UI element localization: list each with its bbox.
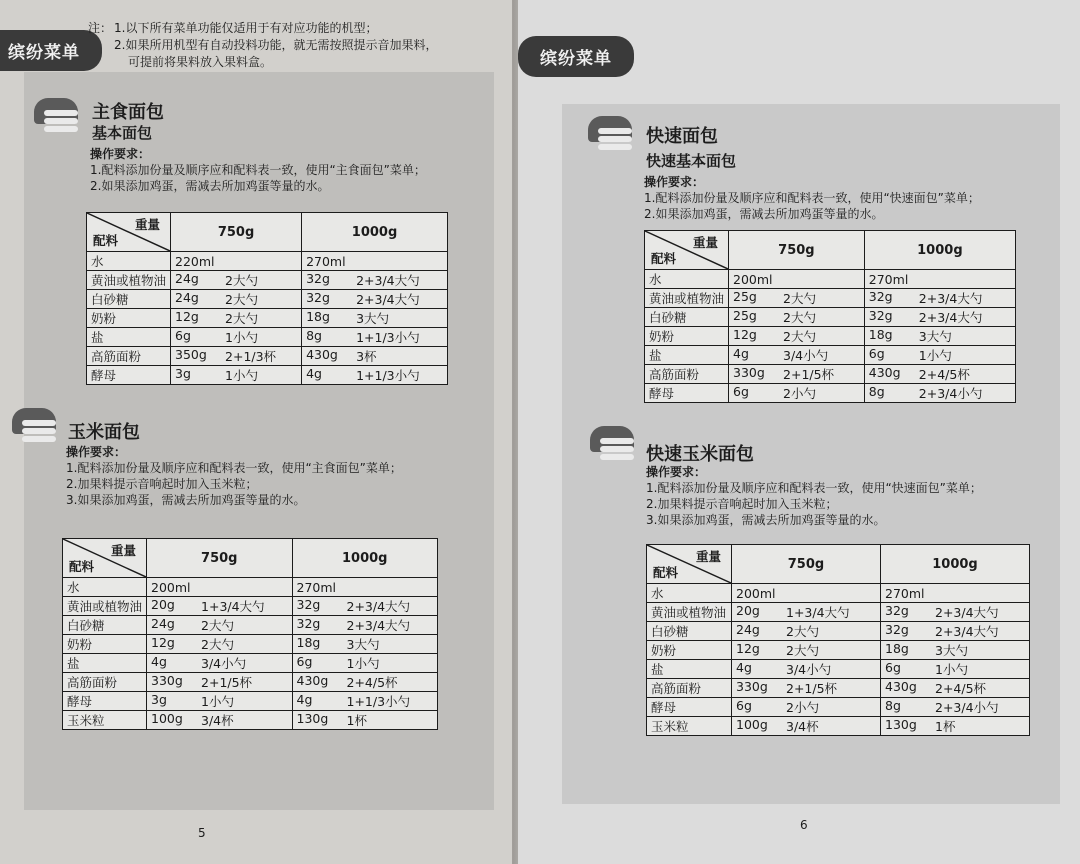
amount-cell: [171, 309, 302, 328]
section-subtitle: 快速基本面包: [646, 152, 737, 170]
amount-measure: 1杯: [935, 719, 956, 734]
amount-grams: 4g: [733, 346, 749, 361]
table-row: [645, 327, 1016, 346]
note-label: 注：: [88, 21, 113, 35]
amount-measure: 1小勺: [935, 662, 968, 677]
amount-measure: 2小勺: [783, 386, 816, 401]
amount-grams: 3g: [151, 692, 167, 707]
amount-measure: 2+3/4大勺: [356, 292, 420, 307]
ingredient-name: 高筋面粉: [647, 679, 732, 698]
amount-cell: [292, 692, 438, 711]
amount-grams: 18g: [868, 327, 893, 342]
amount-measure: 2大勺: [225, 292, 258, 307]
amount-cell: 200ml: [147, 578, 292, 597]
amount-cell: [881, 660, 1030, 679]
requirements-label: 操作要求：: [644, 175, 705, 189]
ingredient-name: 黄油或植物油: [645, 289, 729, 308]
ingredient-label: 配料: [69, 559, 95, 574]
amount-grams: 32g: [306, 271, 330, 286]
table-row: [647, 622, 1030, 641]
ingredient-name: 高筋面粉: [63, 673, 147, 692]
table-row: [645, 384, 1016, 403]
amount-grams: 100g: [736, 717, 768, 732]
table-row: [647, 679, 1030, 698]
amount-grams: 4g: [306, 366, 322, 381]
table-corner-header: [645, 231, 729, 270]
amount-grams: 6g: [736, 698, 752, 713]
note-line: 2.如果所用机型有自动投料功能，就无需按照提示音加果料，: [114, 38, 438, 52]
amount-cell: [147, 597, 292, 616]
ingredient-name: 高筋面粉: [87, 347, 171, 366]
amount-measure: 1小勺: [346, 656, 380, 671]
table-corner-header: [87, 213, 171, 252]
recipe-table: [62, 538, 438, 730]
amount-grams: 24g: [175, 290, 199, 305]
amount-cell: 200ml: [732, 584, 881, 603]
ingredient-name: 盐: [645, 346, 729, 365]
amount-measure: 3大勺: [346, 637, 380, 652]
amount-cell: [732, 679, 881, 698]
table-row: [63, 616, 438, 635]
requirement-line: 1.配料添加份量及顺序应和配料表一致，使用“主食面包”菜单；: [90, 163, 426, 177]
amount-cell: [881, 603, 1030, 622]
ingredient-name: 水: [87, 252, 171, 271]
amount-measure: 2大勺: [783, 310, 816, 325]
size-header: 750g: [147, 539, 292, 578]
amount-grams: 6g: [296, 654, 313, 669]
requirement-line: 2.如果添加鸡蛋，需减去所加鸡蛋等量的水。: [644, 207, 884, 221]
amount-measure: 2+3/4大勺: [935, 624, 999, 639]
amount-measure: 3大勺: [918, 329, 952, 344]
amount-cell: [302, 290, 448, 309]
amount-measure: 2+4/5杯: [935, 681, 987, 696]
bread-icon: [588, 116, 634, 156]
requirements-label: 操作要求：: [66, 445, 127, 459]
amount-measure: 2大勺: [225, 273, 258, 288]
amount-cell: [732, 660, 881, 679]
ingredient-label: 配料: [653, 565, 679, 580]
amount-measure: 2大勺: [786, 643, 819, 658]
amount-measure: 2+3/4大勺: [918, 310, 983, 325]
amount-cell: [171, 366, 302, 385]
amount-grams: 12g: [175, 309, 199, 324]
amount-grams: 6g: [733, 384, 749, 399]
amount-measure: 2大勺: [201, 618, 234, 633]
section-title: 快速面包: [646, 126, 718, 147]
amount-measure: 2大勺: [783, 291, 816, 306]
ingredient-name: 白砂糖: [647, 622, 732, 641]
ingredient-name: 酵母: [647, 698, 732, 717]
amount-cell: 220ml: [171, 252, 302, 271]
amount-cell: [864, 365, 1015, 384]
amount-measure: 2+4/5杯: [918, 367, 970, 382]
amount-cell: [729, 346, 865, 365]
ingredient-name: 白砂糖: [87, 290, 171, 309]
amount-measure: 3/4小勺: [201, 656, 247, 671]
size-header: 750g: [732, 545, 881, 584]
table-row: [645, 289, 1016, 308]
table-row: [87, 271, 448, 290]
amount-measure: 2+1/5杯: [201, 675, 253, 690]
requirement-line: 3.如果添加鸡蛋，需减去所加鸡蛋等量的水。: [66, 493, 306, 507]
ingredient-name: 盐: [647, 660, 732, 679]
amount-grams: 100g: [151, 711, 183, 726]
amount-cell: [729, 327, 865, 346]
amount-grams: 6g: [175, 328, 191, 343]
amount-grams: 430g: [885, 679, 917, 694]
section-subtitle: 基本面包: [92, 124, 153, 142]
amount-cell: [147, 711, 292, 730]
amount-grams: 25g: [733, 289, 757, 304]
amount-measure: 2+3/4大勺: [356, 273, 420, 288]
bread-icon: [34, 98, 80, 138]
amount-cell: [292, 597, 438, 616]
amount-grams: 4g: [151, 654, 167, 669]
table-row: [63, 635, 438, 654]
weight-label: 重量: [135, 217, 161, 232]
requirements: [90, 146, 490, 194]
ingredient-name: 白砂糖: [645, 308, 729, 327]
amount-cell: [292, 673, 438, 692]
amount-grams: 8g: [306, 328, 322, 343]
amount-cell: [147, 616, 292, 635]
amount-measure: 2大勺: [201, 637, 234, 652]
ingredient-name: 水: [645, 270, 729, 289]
amount-measure: 1+1/3小勺: [356, 368, 420, 383]
amount-measure: 3大勺: [356, 311, 390, 326]
amount-grams: 32g: [306, 290, 330, 305]
amount-cell: [729, 365, 865, 384]
amount-cell: [864, 308, 1015, 327]
bread-icon: [12, 408, 58, 448]
amount-cell: [147, 673, 292, 692]
table-row: [87, 328, 448, 347]
size-header: 1000g: [302, 213, 448, 252]
amount-cell: [292, 711, 438, 730]
amount-measure: 3大勺: [935, 643, 968, 658]
amount-measure: 1小勺: [225, 330, 258, 345]
ingredient-name: 奶粉: [647, 641, 732, 660]
amount-cell: [302, 328, 448, 347]
amount-cell: [881, 717, 1030, 736]
amount-measure: 1小勺: [225, 368, 258, 383]
table-row: [63, 711, 438, 730]
amount-cell: [732, 717, 881, 736]
amount-measure: 1小勺: [918, 348, 952, 363]
table-corner-header: [63, 539, 147, 578]
amount-grams: 24g: [151, 616, 175, 631]
requirement-line: 1.配料添加份量及顺序应和配料表一致，使用“快速面包”菜单；: [646, 481, 982, 495]
amount-grams: 32g: [296, 616, 321, 631]
recipe-panel: [24, 72, 494, 810]
section-title: 主食面包: [92, 102, 164, 123]
header-tab: 缤纷菜单: [0, 30, 102, 71]
table-row: [647, 698, 1030, 717]
amount-cell: [729, 289, 865, 308]
size-header: 1000g: [864, 231, 1015, 270]
recipe-panel: [562, 104, 1060, 804]
amount-grams: 6g: [868, 346, 885, 361]
amount-grams: 18g: [296, 635, 321, 650]
amount-grams: 3g: [175, 366, 191, 381]
note-line: 1.以下所有菜单功能仅适用于有对应功能的机型；: [114, 21, 378, 35]
table-row: [63, 692, 438, 711]
ingredient-name: 玉米粒: [647, 717, 732, 736]
amount-measure: 1杯: [346, 713, 367, 728]
table-row: [647, 717, 1030, 736]
table-row: [87, 290, 448, 309]
table-corner-header: [647, 545, 732, 584]
ingredient-name: 酵母: [87, 366, 171, 385]
amount-grams: 330g: [733, 365, 765, 380]
table-row: [645, 365, 1016, 384]
amount-grams: 32g: [868, 308, 893, 323]
amount-measure: 2+3/4大勺: [346, 599, 411, 614]
ingredient-name: 酵母: [63, 692, 147, 711]
amount-grams: 18g: [306, 309, 330, 324]
section-title: 快速玉米面包: [646, 444, 754, 465]
note-block: [88, 20, 494, 71]
table-row: [647, 641, 1030, 660]
amount-grams: 6g: [885, 660, 901, 675]
table-row: [63, 578, 438, 597]
weight-label: 重量: [111, 543, 137, 558]
requirements: [66, 444, 486, 508]
amount-measure: 2小勺: [786, 700, 819, 715]
requirement-line: 3.如果添加鸡蛋，需减去所加鸡蛋等量的水。: [646, 513, 886, 527]
ingredient-name: 黄油或植物油: [647, 603, 732, 622]
amount-measure: 1+1/3小勺: [346, 694, 411, 709]
amount-cell: [864, 289, 1015, 308]
amount-grams: 25g: [733, 308, 757, 323]
requirement-line: 1.配料添加份量及顺序应和配料表一致，使用“快速面包”菜单；: [644, 191, 980, 205]
amount-grams: 130g: [296, 711, 329, 726]
page-number: 6: [800, 818, 808, 832]
amount-measure: 2+1/3杯: [225, 349, 277, 364]
page-number: 5: [198, 826, 206, 840]
table-row: [647, 603, 1030, 622]
requirement-line: 1.配料添加份量及顺序应和配料表一致，使用“主食面包”菜单；: [66, 461, 402, 475]
amount-measure: 1小勺: [201, 694, 234, 709]
ingredient-name: 水: [647, 584, 732, 603]
table-row: [645, 270, 1016, 289]
amount-cell: [171, 290, 302, 309]
size-header: 1000g: [881, 545, 1030, 584]
amount-cell: [864, 346, 1015, 365]
amount-cell: [292, 635, 438, 654]
table-row: [87, 347, 448, 366]
amount-measure: 3/4小勺: [786, 662, 832, 677]
amount-grams: 24g: [175, 271, 199, 286]
amount-grams: 8g: [868, 384, 885, 399]
amount-measure: 1+3/4大勺: [201, 599, 265, 614]
amount-measure: 2+3/4大勺: [935, 605, 999, 620]
ingredient-name: 盐: [63, 654, 147, 673]
amount-grams: 430g: [296, 673, 329, 688]
size-header: 750g: [171, 213, 302, 252]
amount-measure: 3/4杯: [201, 713, 234, 728]
amount-cell: [881, 698, 1030, 717]
amount-grams: 18g: [885, 641, 909, 656]
amount-grams: 12g: [733, 327, 757, 342]
table-row: [63, 597, 438, 616]
amount-grams: 20g: [151, 597, 175, 612]
requirements-label: 操作要求：: [90, 147, 151, 161]
table-row: [647, 660, 1030, 679]
amount-grams: 8g: [885, 698, 901, 713]
requirements-label: 操作要求：: [646, 465, 707, 479]
amount-measure: 2+3/4小勺: [918, 386, 983, 401]
table-row: [87, 366, 448, 385]
amount-grams: 32g: [885, 622, 909, 637]
amount-grams: 20g: [736, 603, 760, 618]
size-header: 1000g: [292, 539, 438, 578]
amount-cell: [292, 616, 438, 635]
amount-grams: 430g: [306, 347, 338, 362]
amount-measure: 2+3/4大勺: [346, 618, 411, 633]
ingredient-name: 奶粉: [63, 635, 147, 654]
amount-measure: 1+1/3小勺: [356, 330, 420, 345]
amount-grams: 330g: [736, 679, 768, 694]
note-line: 可提前将果料放入果料盒。: [128, 55, 273, 69]
amount-grams: 32g: [296, 597, 321, 612]
weight-label: 重量: [693, 235, 719, 250]
table-row: [87, 309, 448, 328]
requirement-line: 2.加果料提示音响起时加入玉米粒；: [66, 477, 258, 491]
amount-measure: 3/4小勺: [783, 348, 829, 363]
amount-grams: 330g: [151, 673, 183, 688]
recipe-table: [644, 230, 1016, 403]
ingredient-name: 白砂糖: [63, 616, 147, 635]
table-row: [63, 654, 438, 673]
amount-grams: 350g: [175, 347, 207, 362]
amount-cell: [171, 271, 302, 290]
amount-cell: [881, 622, 1030, 641]
table-row: [645, 308, 1016, 327]
amount-cell: [864, 327, 1015, 346]
section-title: 玉米面包: [68, 422, 140, 443]
amount-cell: 270ml: [302, 252, 448, 271]
page-right: [518, 0, 1080, 864]
amount-grams: 24g: [736, 622, 760, 637]
table-row: [63, 673, 438, 692]
amount-measure: 2+4/5杯: [346, 675, 398, 690]
amount-measure: 2+3/4大勺: [918, 291, 983, 306]
ingredient-name: 奶粉: [87, 309, 171, 328]
amount-grams: 4g: [736, 660, 752, 675]
size-header: 750g: [729, 231, 865, 270]
amount-cell: [302, 309, 448, 328]
table-row: [87, 252, 448, 271]
ingredient-name: 高筋面粉: [645, 365, 729, 384]
ingredient-label: 配料: [651, 251, 677, 266]
amount-cell: 270ml: [292, 578, 438, 597]
ingredient-name: 奶粉: [645, 327, 729, 346]
amount-measure: 2+1/5杯: [786, 681, 838, 696]
recipe-table: [86, 212, 448, 385]
amount-cell: [732, 698, 881, 717]
amount-cell: [302, 271, 448, 290]
amount-grams: 4g: [296, 692, 313, 707]
page-left: [0, 0, 512, 864]
amount-cell: [292, 654, 438, 673]
ingredient-label: 配料: [93, 233, 119, 248]
amount-cell: [171, 328, 302, 347]
ingredient-name: 玉米粒: [63, 711, 147, 730]
amount-cell: [881, 641, 1030, 660]
amount-cell: [147, 654, 292, 673]
amount-measure: 3杯: [356, 349, 377, 364]
requirements: [644, 174, 1054, 222]
amount-measure: 2+3/4小勺: [935, 700, 999, 715]
amount-cell: [147, 635, 292, 654]
ingredient-name: 黄油或植物油: [87, 271, 171, 290]
amount-cell: [732, 622, 881, 641]
amount-cell: [881, 679, 1030, 698]
amount-cell: [732, 603, 881, 622]
ingredient-name: 水: [63, 578, 147, 597]
requirement-line: 2.如果添加鸡蛋，需减去所加鸡蛋等量的水。: [90, 179, 330, 193]
amount-cell: 270ml: [864, 270, 1015, 289]
amount-measure: 2大勺: [783, 329, 816, 344]
ingredient-name: 盐: [87, 328, 171, 347]
amount-cell: [729, 384, 865, 403]
amount-cell: [171, 347, 302, 366]
amount-cell: [147, 692, 292, 711]
amount-measure: 2大勺: [786, 624, 819, 639]
amount-grams: 12g: [151, 635, 175, 650]
amount-cell: [864, 384, 1015, 403]
amount-cell: [302, 366, 448, 385]
header-tab: 缤纷菜单: [518, 36, 634, 77]
amount-measure: 3/4杯: [786, 719, 819, 734]
amount-grams: 32g: [885, 603, 909, 618]
requirements: [646, 464, 1056, 528]
bread-icon: [590, 426, 636, 466]
amount-measure: 2+1/5杯: [783, 367, 835, 382]
amount-cell: [729, 308, 865, 327]
ingredient-name: 黄油或植物油: [63, 597, 147, 616]
weight-label: 重量: [695, 549, 721, 564]
amount-cell: [732, 641, 881, 660]
amount-grams: 12g: [736, 641, 760, 656]
amount-cell: 270ml: [881, 584, 1030, 603]
amount-grams: 130g: [885, 717, 917, 732]
amount-cell: 200ml: [729, 270, 865, 289]
ingredient-name: 酵母: [645, 384, 729, 403]
amount-measure: 1+3/4大勺: [786, 605, 850, 620]
recipe-table: [646, 544, 1030, 736]
table-row: [647, 584, 1030, 603]
requirement-line: 2.加果料提示音响起时加入玉米粒；: [646, 497, 838, 511]
amount-grams: 32g: [868, 289, 893, 304]
table-row: [645, 346, 1016, 365]
amount-grams: 430g: [868, 365, 901, 380]
amount-cell: [302, 347, 448, 366]
amount-measure: 2大勺: [225, 311, 258, 326]
